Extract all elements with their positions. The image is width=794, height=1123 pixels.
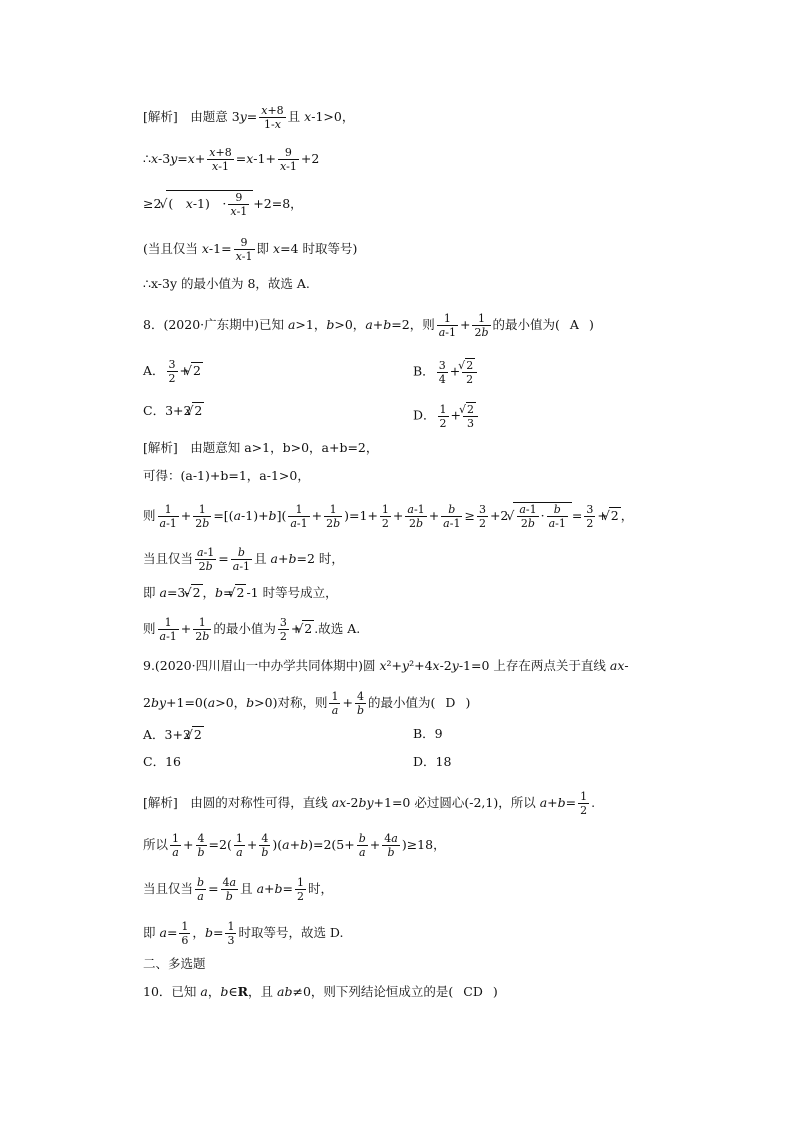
q7-analysis-prefix: [解析] 由题意 3y=: [143, 109, 258, 124]
q9-option-a: A．3+2√ 2: [143, 726, 204, 743]
section-heading-multiple-choice: 二、多选题: [143, 956, 206, 971]
q9-analysis-line-2: 所以 $\frac{1}{a}$ + $\frac{4}{b}$ =2( $\frac{1}{a}$ + $\frac{4}{b}$ )(a+b)=2(5+ $\frac{b}{a}$ + $\frac{4a}{b}$ )≥18，: [143, 832, 446, 859]
q8-option-d: D． $\frac{1}{2}$ + √ $\frac{2}{3}$: [413, 402, 480, 430]
q8-analysis-line-1: [解析] 由题意知 a>1，b>0，a+b=2，: [143, 440, 379, 455]
fraction: $\frac{9}{x-1}$: [279, 146, 297, 173]
question-10-stem: 10．已知 a，b∈R，且 ab≠0，则下列结论恒成立的是( CD ): [143, 984, 498, 999]
q8-analysis-line-6: 则 $\frac{1}{a-1}$ + $\frac{1}{2b}$ 的最小值为 $\frac{3}{2}$ +√ 2 .故选 A.: [143, 616, 360, 643]
q7-analysis-line-4: (当且仅当 x-1= $\frac{9}{x-1}$ 即 x=4 时取等号): [143, 236, 358, 263]
question-9-stem-line-1: 9.(2020·四川眉山一中办学共同体期中)圆 x²+y²+4x-2y-1=0 上存在两点关于直线 ax-: [143, 658, 629, 673]
q8-analysis-line-5: 即 a=3-√ 2 ，b=√ 2 -1 时等号成立，: [143, 584, 338, 601]
q7-analysis-line-5: ∴x-3y 的最小值为 8，故选 A.: [143, 276, 310, 291]
q9-option-b: B．9: [413, 726, 443, 741]
q8-option-b: B． $\frac{3}{4}$ + √ $\frac{2}{2}$: [413, 358, 479, 386]
q9-analysis-line-1: [解析] 由圆的对称性可得，直线 ax-2by+1=0 必过圆心(-2,1)，所以 a+b= $\frac{1}{2}$ .: [143, 790, 596, 817]
q9-option-d: D．18: [413, 754, 452, 769]
question-8-stem: 8．(2020·广东期中)已知 a>1，b>0，a+b=2，则 $\frac{1}{a-1}$ + $\frac{1}{2b}$ 的最小值为( A ): [143, 312, 594, 339]
q7-analysis-line-3: ≥2 √ ( x-1) · $\frac{9}{x-1}$ +2=8，: [143, 190, 303, 218]
fraction: $\frac{x+8}{x-1}$: [209, 146, 232, 173]
q7-analysis-line-1: [解析] 由题意 3y= $\frac{x+8}{1-x}$ 且 x-1>0，: [143, 104, 355, 131]
q8-analysis-line-4: 当且仅当 $\frac{a-1}{2b}$ = $\frac{b}{a-1}$ 且 a+b=2 时，: [143, 546, 344, 573]
sqrt-expression: √ ( x-1) · $\frac{9}{x-1}$: [166, 190, 253, 218]
q8-option-c: C．3+2√ 2: [143, 402, 204, 419]
q9-analysis-line-4: 即 a= $\frac{1}{6}$ ，b= $\frac{1}{3}$ 时取等号，故选 D.: [143, 920, 344, 947]
q9-analysis-line-3: 当且仅当 $\frac{b}{a}$ = $\frac{4a}{b}$ 且 a+b= $\frac{1}{2}$ 时，: [143, 876, 334, 903]
q8-analysis-line-2: 可得：(a-1)+b=1，a-1>0，: [143, 468, 310, 483]
q8-option-a: A． $\frac{3}{2}$ +√ 2: [143, 358, 203, 385]
q9-option-c: C．16: [143, 754, 181, 769]
q8-analysis-line-3: 则 $\frac{1}{a-1}$ + $\frac{1}{2b}$ =[(a-1)+b]( $\frac{1}{a-1}$ + $\frac{1}{2b}$ )=1+ $\frac{1}{2}$ + $\frac{a-1}{2b}$ + $\frac{b}{a-1}$ ≥ $\frac{3}{2}$ +2 √ $\frac{a-1}{2b}$ · $\frac{b}{a-1}$ = $\frac{3}{2}$ +√ 2 ，: [143, 502, 633, 530]
question-9-stem-line-2: 2by+1=0(a>0，b>0)对称，则 $\frac{1}{a}$ + $\frac{4}{b}$ 的最小值为( D ): [143, 690, 471, 717]
fraction: $\frac{x+8}{1-x}$: [261, 104, 284, 131]
q7-analysis-line-2: ∴x-3y=x+ $\frac{x+8}{x-1}$ =x-1+ $\frac{9}{x-1}$ +2: [143, 146, 320, 173]
